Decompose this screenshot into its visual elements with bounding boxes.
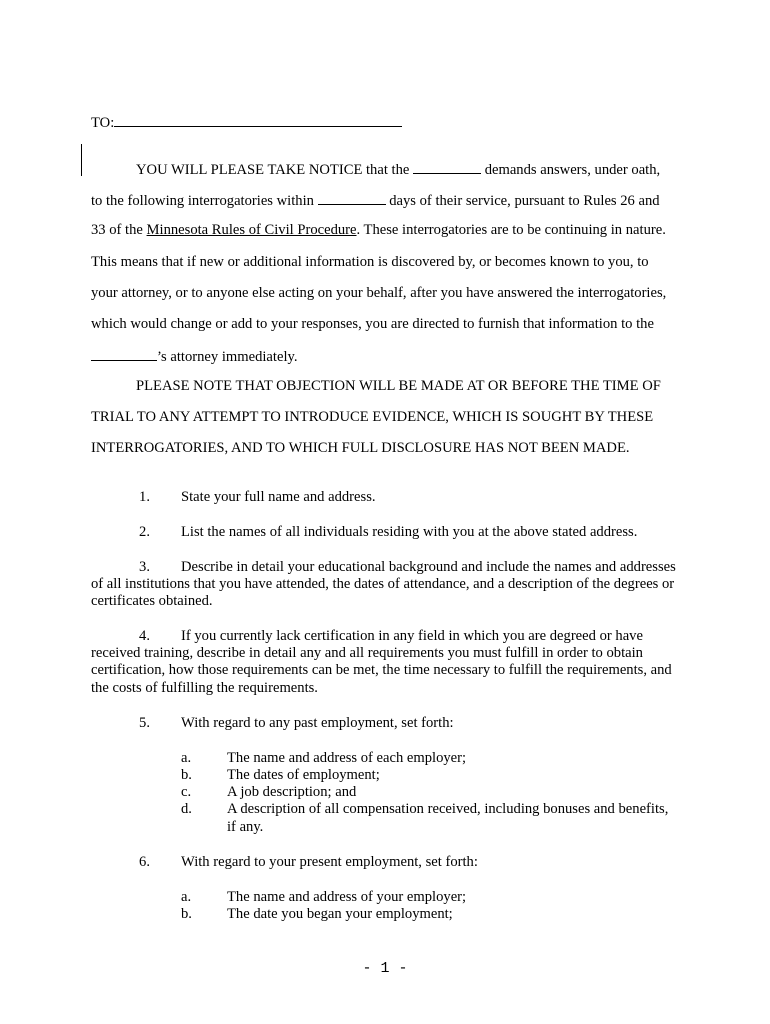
notice-line-5: your attorney, or to anyone else acting on your behalf, after you have answered the interrogatories, xyxy=(91,285,667,301)
item-number: 5. xyxy=(139,715,150,731)
days-blank[interactable] xyxy=(318,191,386,205)
party-blank-1[interactable] xyxy=(413,160,481,174)
item-number: 4. xyxy=(139,628,150,644)
item-3-line-1: Describe in detail your educational background and include the names and addresses xyxy=(181,559,676,575)
page-number: - 1 - xyxy=(362,960,408,977)
objection-line-2: TRIAL TO ANY ATTEMPT TO INTRODUCE EVIDENCE, WHICH IS SOUGHT BY THESE xyxy=(91,409,654,425)
item-number: 1. xyxy=(139,489,150,505)
item-6b-text: The date you began your employment; xyxy=(227,906,453,922)
item-4-line-3: certification, how those requirements can be met, the time necessary to fulfill the requirements, and xyxy=(91,662,672,678)
item-5c-text: A job description; and xyxy=(227,784,357,800)
objection-line-3: INTERROGATORIES, AND TO WHICH FULL DISCLOSURE HAS NOT BEEN MADE. xyxy=(91,440,630,456)
notice-line-7: ’s attorney immediately. xyxy=(91,347,298,366)
notice-line-2: to the following interrogatories within days of their service, pursuant to Rules 26 and xyxy=(91,193,660,209)
sub-item-letter: c. xyxy=(181,784,192,800)
objection-line-1: PLEASE NOTE THAT OBJECTION WILL BE MADE AT OR BEFORE THE TIME OF xyxy=(136,378,661,394)
item-5a-text: The name and address of each employer; xyxy=(227,750,467,766)
rules-reference: Minnesota Rules of Civil Procedure xyxy=(146,222,357,238)
item-6a-text: The name and address of your employer; xyxy=(227,889,467,905)
item-5d-line-1: A description of all compensation received, including bonuses and benefits, xyxy=(227,801,669,817)
item-number: 6. xyxy=(139,854,150,870)
notice-line-4: This means that if new or additional information is discovered by, or becomes known to you, to xyxy=(91,254,649,270)
item-4-line-4: the costs of fulfilling the requirements. xyxy=(91,680,318,696)
item-3-line-3: certificates obtained. xyxy=(91,593,213,609)
to-label: TO: xyxy=(91,115,115,131)
item-5-text: With regard to any past employment, set forth: xyxy=(181,715,454,731)
sub-item-letter: a. xyxy=(181,750,192,766)
notice-line-6: which would change or add to your responses, you are directed to furnish that information to the xyxy=(91,316,654,332)
party-blank-2[interactable] xyxy=(91,347,157,361)
sub-item-letter: b. xyxy=(181,767,192,783)
sub-item-letter: a. xyxy=(181,889,192,905)
sub-item-letter: b. xyxy=(181,906,192,922)
item-4-line-1: If you currently lack certification in any field in which you are degreed or have xyxy=(181,628,643,644)
sub-item-letter: d. xyxy=(181,801,192,817)
item-5b-text: The dates of employment; xyxy=(227,767,380,783)
notice-line-3: 33 of the Minnesota Rules of Civil Procedure. These interrogatories are to be continuing in nature. xyxy=(91,222,666,238)
to-line xyxy=(91,112,402,132)
item-6-text: With regard to your present employment, set forth: xyxy=(181,854,478,870)
item-2-text: List the names of all individuals residing with you at the above stated address. xyxy=(181,524,638,540)
to-recipient-blank[interactable] xyxy=(114,112,402,127)
item-number: 2. xyxy=(139,524,150,540)
notice-line-1: YOU WILL PLEASE TAKE NOTICE that the demands answers, under oath, xyxy=(136,162,661,178)
item-4-line-2: received training, describe in detail any and all requirements you must fulfill in order to obtain xyxy=(91,645,643,661)
item-5d-line-2: if any. xyxy=(227,819,264,835)
margin-change-bar xyxy=(81,144,82,176)
item-1-text: State your full name and address. xyxy=(181,489,376,505)
item-3-line-2: of all institutions that you have attended, the dates of attendance, and a description of the degrees or xyxy=(91,576,675,592)
item-number: 3. xyxy=(139,559,150,575)
